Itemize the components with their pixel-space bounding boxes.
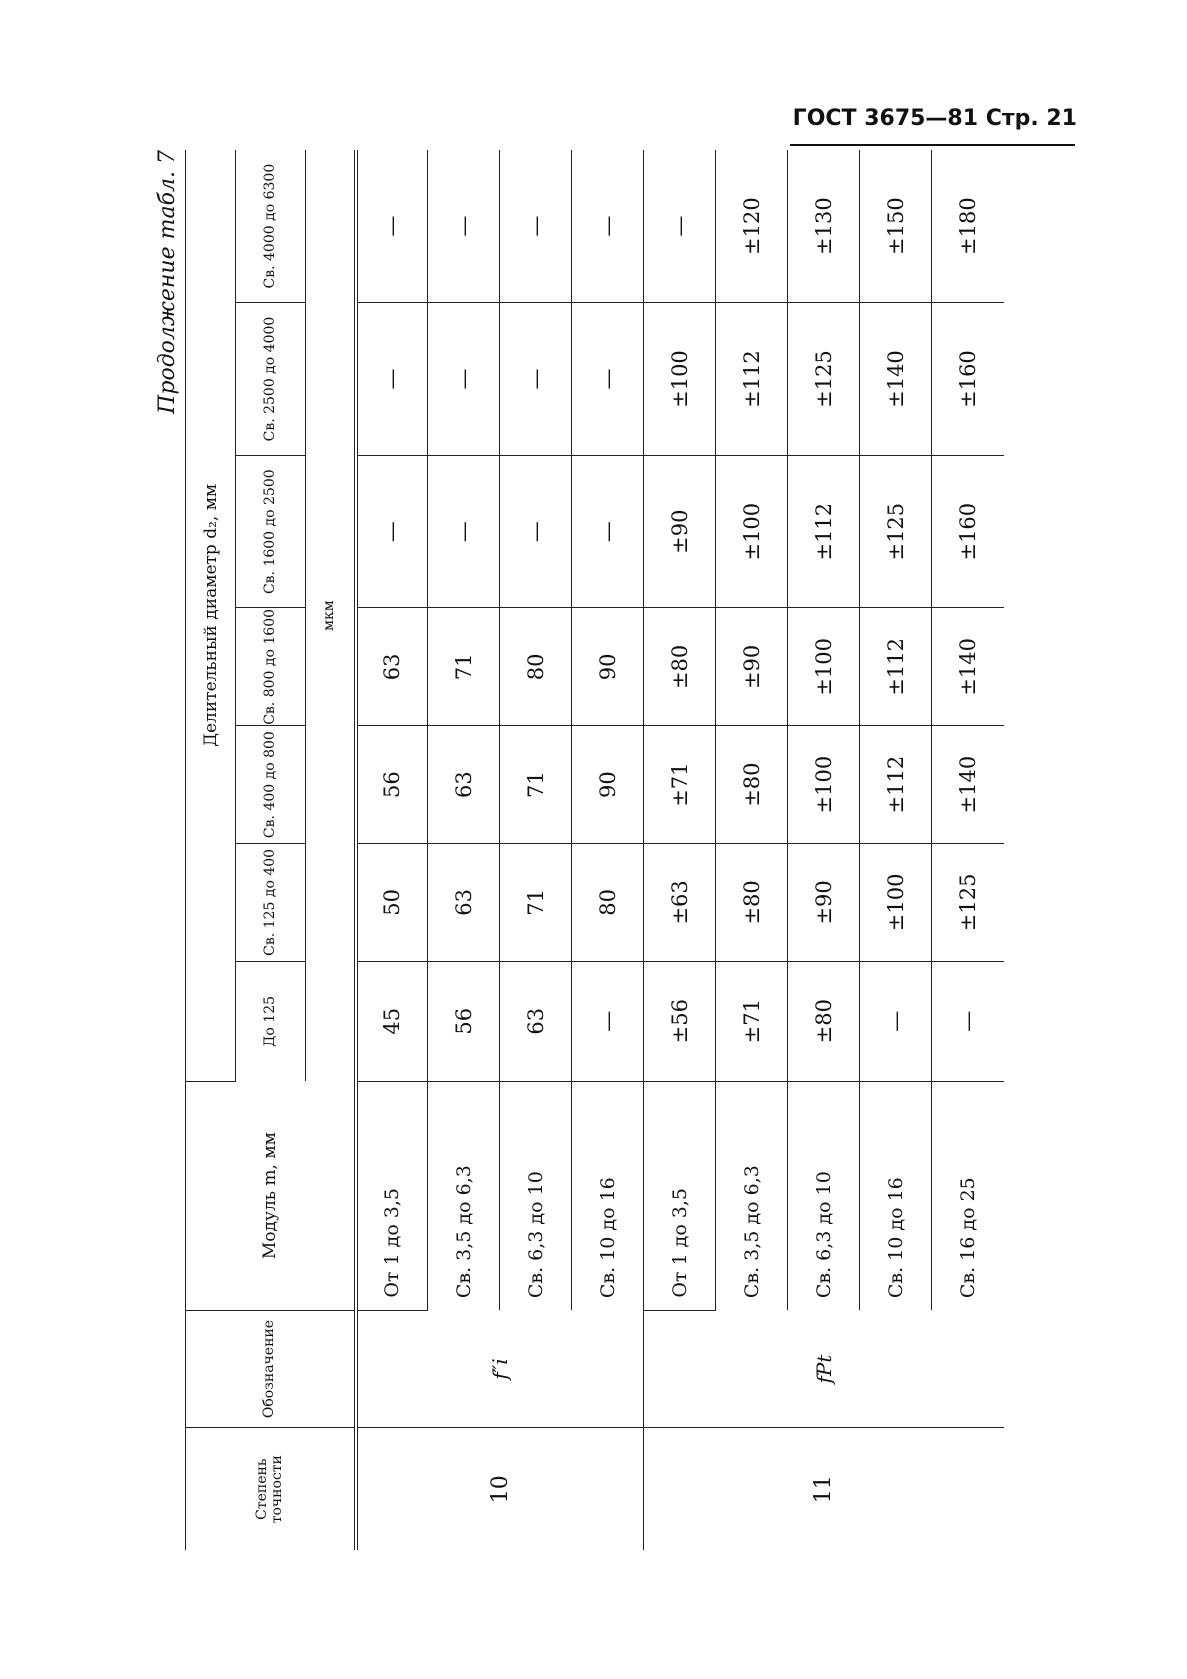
value-cell: — xyxy=(932,961,1004,1081)
value-cell: 90 xyxy=(572,726,644,844)
value-cell: ±150 xyxy=(860,150,932,303)
value-cell: ±71 xyxy=(644,726,716,844)
module-cell: От 1 до 3,5 xyxy=(644,1081,716,1310)
value-cell: ±112 xyxy=(860,608,932,726)
value-cell: 71 xyxy=(428,608,500,726)
units-label: мкм xyxy=(306,150,356,1081)
header-rule xyxy=(790,144,1075,146)
value-cell: 50 xyxy=(356,844,428,962)
value-cell: 71 xyxy=(500,726,572,844)
value-cell: ±160 xyxy=(932,303,1004,456)
module-cell: Св. 10 до 16 xyxy=(572,1081,644,1310)
col-header-symbol: Обозначение xyxy=(186,1310,356,1428)
col-range: Св. 400 до 800 xyxy=(236,726,306,844)
value-cell: ±125 xyxy=(932,844,1004,962)
col-range: До 125 xyxy=(236,961,306,1081)
value-cell: ±100 xyxy=(788,726,860,844)
module-cell: Св. 3,5 до 6,3 xyxy=(428,1081,500,1310)
value-cell: ±160 xyxy=(932,455,1004,608)
value-cell: 63 xyxy=(356,608,428,726)
value-cell: ±100 xyxy=(716,455,788,608)
value-cell: — xyxy=(428,150,500,303)
value-cell: — xyxy=(356,150,428,303)
module-cell: Св. 16 до 25 xyxy=(932,1081,1004,1310)
col-range: Св. 125 до 400 xyxy=(236,844,306,962)
value-cell: ±80 xyxy=(716,726,788,844)
col-header-diameter: Делительный диаметр d₂, мм xyxy=(186,150,236,1081)
value-cell: 45 xyxy=(356,961,428,1081)
page-header: ГОСТ 3675—81 Стр. 21 xyxy=(792,106,1077,131)
value-cell: ±80 xyxy=(716,844,788,962)
value-cell: — xyxy=(356,303,428,456)
value-cell: ±56 xyxy=(644,961,716,1081)
value-cell: ±140 xyxy=(860,303,932,456)
value-cell: ±112 xyxy=(860,726,932,844)
value-cell: 71 xyxy=(500,844,572,962)
value-cell: ±120 xyxy=(716,150,788,303)
value-cell: — xyxy=(572,961,644,1081)
col-range: Св. 2500 до 4000 xyxy=(236,303,306,456)
value-cell: ±140 xyxy=(932,608,1004,726)
value-cell: 90 xyxy=(572,608,644,726)
col-header-module: Модуль m, мм xyxy=(186,1081,356,1310)
value-cell: — xyxy=(572,303,644,456)
tolerance-table xyxy=(185,150,1004,1550)
value-cell: ±180 xyxy=(932,150,1004,303)
value-cell: — xyxy=(500,455,572,608)
col-range: Св. 1600 до 2500 xyxy=(236,455,306,608)
value-cell: ±80 xyxy=(644,608,716,726)
col-range: Св. 4000 до 6300 xyxy=(236,150,306,303)
value-cell: — xyxy=(644,150,716,303)
module-cell: Св. 6,3 до 10 xyxy=(500,1081,572,1310)
value-cell: ±100 xyxy=(644,303,716,456)
grade-cell: 10 xyxy=(356,1428,644,1550)
value-cell: 56 xyxy=(356,726,428,844)
value-cell: ±130 xyxy=(788,150,860,303)
table-caption: Продолжение табл. 7 xyxy=(155,150,180,414)
value-cell: — xyxy=(428,303,500,456)
value-cell: ±100 xyxy=(860,844,932,962)
value-cell: — xyxy=(572,150,644,303)
module-cell: Св. 6,3 до 10 xyxy=(788,1081,860,1310)
symbol-cell: f″i xyxy=(356,1310,644,1428)
symbol-cell: fPt xyxy=(644,1310,1004,1428)
value-cell: ±90 xyxy=(644,455,716,608)
value-cell: 80 xyxy=(572,844,644,962)
rotated-table-wrapper xyxy=(155,150,1070,1550)
value-cell: — xyxy=(572,455,644,608)
module-cell: Св. 3,5 до 6,3 xyxy=(716,1081,788,1310)
value-cell: 80 xyxy=(500,608,572,726)
value-cell: 63 xyxy=(500,961,572,1081)
module-cell: От 1 до 3,5 xyxy=(356,1081,428,1310)
value-cell: 63 xyxy=(428,726,500,844)
value-cell: ±90 xyxy=(788,844,860,962)
value-cell: — xyxy=(428,455,500,608)
value-cell: ±125 xyxy=(860,455,932,608)
module-cell: Св. 10 до 16 xyxy=(860,1081,932,1310)
col-range: Св. 800 до 1600 xyxy=(236,608,306,726)
value-cell: — xyxy=(500,150,572,303)
value-cell: ±80 xyxy=(788,961,860,1081)
col-header-grade: Степень точности xyxy=(186,1428,356,1550)
grade-cell: 11 xyxy=(644,1428,1004,1550)
value-cell: 63 xyxy=(428,844,500,962)
value-cell: ±125 xyxy=(788,303,860,456)
value-cell: — xyxy=(356,455,428,608)
value-cell: ±90 xyxy=(716,608,788,726)
value-cell: — xyxy=(860,961,932,1081)
value-cell: ±63 xyxy=(644,844,716,962)
value-cell: ±100 xyxy=(788,608,860,726)
value-cell: ±112 xyxy=(788,455,860,608)
value-cell: 56 xyxy=(428,961,500,1081)
value-cell: ±71 xyxy=(716,961,788,1081)
value-cell: — xyxy=(500,303,572,456)
value-cell: ±140 xyxy=(932,726,1004,844)
value-cell: ±112 xyxy=(716,303,788,456)
